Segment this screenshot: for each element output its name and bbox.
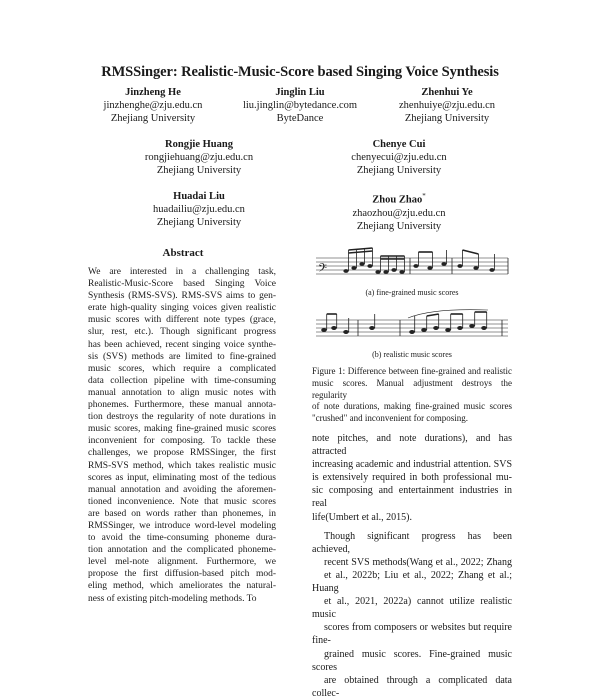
author-email: huadailiu@zju.edu.cn: [153, 204, 245, 215]
abstract-line: music scores with different note types (grace,: [88, 315, 276, 326]
author-name: Jinzheng He: [125, 87, 181, 98]
text-line: sic composing and entertainment industries in real: [312, 485, 512, 510]
caption-line: of note durations, making fine-grained music scores: [312, 401, 512, 412]
text-line: are obtained through a complicated data collec-: [312, 674, 512, 699]
author-email: zhaozhou@zju.edu.cn: [352, 207, 446, 219]
abstract-line: to avoid the time-consuming phoneme dura-: [88, 533, 276, 544]
text-line: scores from composers or websites but require fine-: [312, 622, 512, 647]
abstract-line: RMSSinger, we introduce word-level modeling: [88, 520, 276, 531]
author-name-text: Zhou Zhao: [372, 194, 423, 206]
author-block: [104, 138, 294, 177]
abstract-line: propose the first diffusion-based pitch mod-: [88, 569, 276, 580]
corresponding-author-mark: *: [422, 192, 426, 200]
svg-text:𝄢: 𝄢: [318, 262, 328, 278]
subcaption-a: (a) fine-grained music scores: [365, 288, 459, 297]
author-email: chenyecui@zju.edu.cn: [351, 152, 447, 163]
text-line: recent SVS methods(Wang et al., 2022; Zhang: [324, 556, 512, 568]
abstract-line: RMS-SVS method, which takes realistic music: [88, 460, 276, 471]
abstract-line: challenges, we propose RMSSinger, the first: [88, 448, 276, 459]
paragraph: [312, 432, 512, 524]
abstract-line: tion destroys the regularity of note durations in: [88, 412, 276, 423]
text-line: is extensively required in both professional mu-: [312, 472, 512, 484]
paragraph: [312, 530, 512, 700]
abstract-line: Synthesis (RMS-SVS). RMS-SVS aims to gen-: [88, 291, 276, 302]
abstract-line: tioned inconvenience. Note that music scores: [88, 496, 276, 507]
text-line: life(Umbert et al., 2015).: [312, 511, 412, 523]
abstract-line: inconvenient for composing. To tackle these: [88, 436, 276, 447]
author-email: liu.jinglin@bytedance.com: [242, 100, 358, 111]
fine-grained-score-figure: [312, 238, 512, 286]
author-affiliation: Zhejiang University: [356, 165, 442, 176]
abstract-line: music scores, making fine-grained music scores: [88, 424, 276, 435]
author-name: Chenye Cui: [372, 139, 426, 150]
paper-title: RMSSinger: Realistic-Music-Score based Singing Voice Synthesis: [101, 64, 499, 80]
abstract-line: slur, rest, etc.). Though significant progress: [88, 327, 276, 338]
abstract-line: erate high-quality singing voices given realistic: [88, 303, 276, 314]
author-name: Huadai Liu: [173, 191, 225, 202]
abstract-line: are based on words rather than phonemes, in: [88, 508, 276, 519]
author-name: Rongjie Huang: [165, 139, 233, 150]
text-line: Though significant progress has been achieved,: [312, 530, 512, 555]
abstract-line: music scores, which require a complicated: [88, 363, 276, 374]
author-block: [104, 190, 294, 229]
abstract-text: [88, 266, 276, 605]
abstract-line: eling method, which ameliorates the natural-: [88, 581, 276, 592]
abstract-line: phonemes. Furthermore, these manual annota-: [88, 400, 276, 411]
abstract-line: We are interested in a challenging task,: [88, 267, 276, 277]
abstract-line: ness of existing pitch-modeling methods. To: [88, 593, 257, 604]
abstract-line: scores as input, eliminating most of the tedious: [88, 472, 276, 483]
abstract-line: tion annotation and the complicated phoneme-: [88, 545, 276, 556]
author-name: Jinglin Liu: [275, 87, 325, 98]
author-email: zhenhuiye@zju.edu.cn: [399, 100, 495, 111]
subcaption-b: (b) realistic music scores: [372, 350, 452, 359]
author-affiliation: Zhejiang University: [356, 220, 442, 232]
author-name: [304, 190, 494, 207]
figure-caption: [312, 366, 512, 425]
abstract-line: level mel-note alignment. Furthermore, we: [88, 557, 276, 568]
author-name: Zhenhui Ye: [421, 87, 473, 98]
author-email: jinzhenghe@zju.edu.cn: [103, 100, 203, 111]
caption-line: "crushed" and inconvenient for composing.: [312, 413, 469, 424]
abstract-line: Realistic-Music-Score based Singing Voice: [88, 279, 276, 290]
abstract-line: manual annotation and avoiding the aforemen-: [88, 484, 276, 495]
text-line: grained music scores. Fine-grained music scores: [312, 648, 512, 673]
realistic-score-figure: [312, 306, 512, 346]
abstract-line: has been achieved, recent singing voice synthe-: [88, 339, 276, 350]
abstract-heading: Abstract: [162, 247, 204, 259]
text-line: increasing academic and industrial attention. SVS: [312, 459, 512, 471]
author-affiliation: ByteDance: [276, 113, 324, 124]
author-affiliation: Zhejiang University: [110, 113, 196, 124]
abstract-line: sis (SVS) methods are limited to fine-grained: [88, 351, 276, 362]
abstract-line: data collection pipeline with time-consuming: [88, 375, 276, 386]
author-block: [304, 190, 494, 233]
author-block: [304, 138, 494, 177]
author-affiliation: Zhejiang University: [404, 113, 490, 124]
text-line: et al., 2021, 2022a) cannot utilize realistic music: [312, 596, 512, 621]
author-block: [352, 86, 542, 125]
text-line: et al., 2022b; Liu et al., 2022; Zhang et al.; Huang: [312, 569, 512, 595]
body-text: [312, 432, 512, 700]
author-affiliation: Zhejiang University: [156, 165, 242, 176]
caption-line: music scores. Manual adjustment destroys the regularity: [312, 377, 512, 400]
author-affiliation: Zhejiang University: [156, 217, 242, 228]
caption-line: Figure 1: Difference between fine-grained and realistic: [312, 366, 512, 376]
abstract-line: manual annotation to align music notes with: [88, 387, 276, 398]
author-email: rongjiehuang@zju.edu.cn: [144, 152, 254, 163]
text-line: note pitches, and note durations), and has attracted: [312, 433, 512, 458]
